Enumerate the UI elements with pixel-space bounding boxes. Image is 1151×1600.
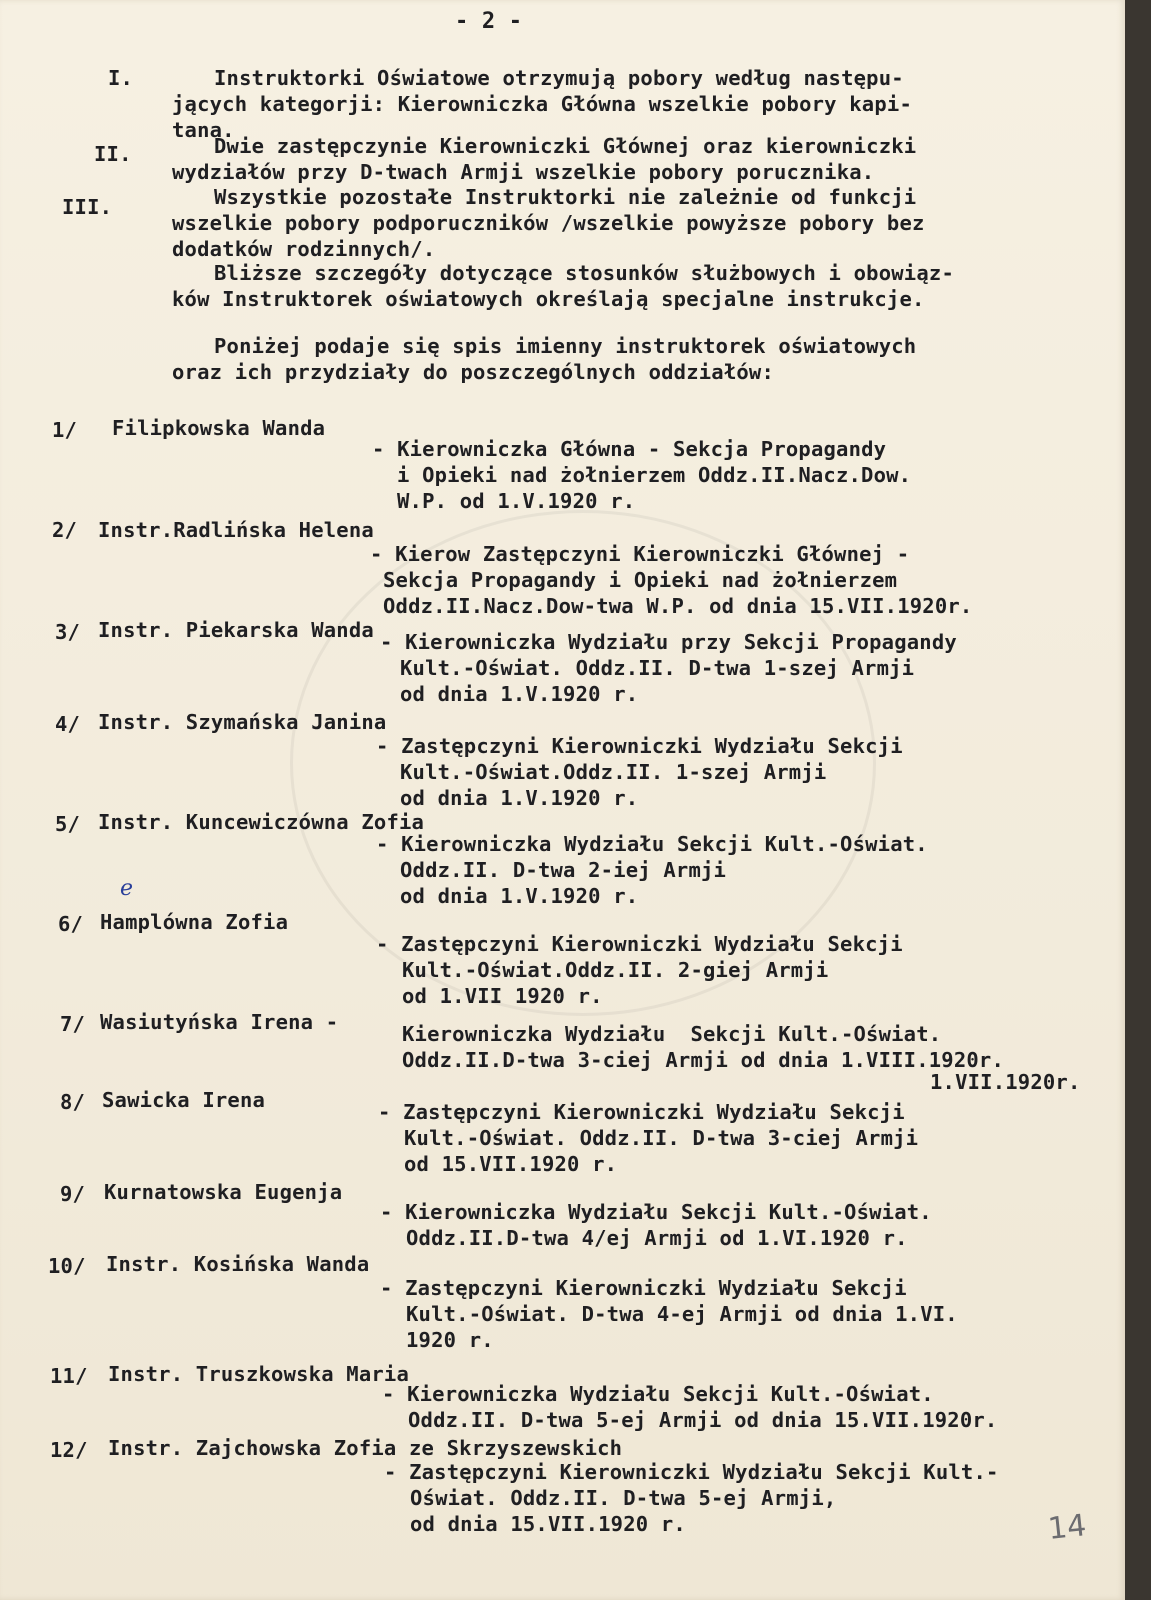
entry-11-line-1: - Kierowniczka Wydziału Sekcji Kult.-Oświat.	[382, 1382, 934, 1406]
entry-6-line-1: - Zastępczyni Kierowniczki Wydziału Sekcji	[376, 932, 903, 956]
entry-2-number: 2/	[52, 518, 78, 542]
intro-line-9: Bliższe szczegóły dotyczące stosunków służbowych i obowiąz-	[214, 261, 954, 285]
entry-8-name: Sawicka Irena	[102, 1088, 266, 1112]
entry-11-number: 11/	[50, 1364, 88, 1388]
intro-marker-2: II.	[94, 142, 132, 166]
intro-line-1: Instruktorki Oświatowe otrzymują pobory według następu-	[214, 66, 904, 90]
entry-5-line-1: - Kierowniczka Wydziału Sekcji Kult.-Oświat.	[376, 832, 928, 856]
entry-10-number: 10/	[48, 1254, 86, 1278]
entry-9-line-2: Oddz.II.D-twa 4/ej Armji od 1.VI.1920 r.	[406, 1226, 908, 1250]
entry-12-line-3: od dnia 15.VII.1920 r.	[410, 1512, 686, 1536]
entry-7-number: 7/	[60, 1012, 86, 1036]
page-number: - 2 -	[455, 9, 523, 34]
scan-edge	[1125, 0, 1151, 1600]
intro-line-11: Poniżej podaje się spis imienny instruktorek oświatowych	[214, 334, 917, 358]
entry-12-line-2: Oświat. Oddz.II. D-twa 5-ej Armji,	[410, 1486, 837, 1510]
intro-line-10: ków Instruktorek oświatowych określają specjalne instrukcje.	[172, 287, 925, 311]
intro-marker-1: I.	[108, 66, 134, 90]
entry-8-line-3: od 15.VII.1920 r.	[404, 1152, 618, 1176]
intro-line-5: wydziałów przy D-twach Armji wszelkie pobory porucznika.	[172, 160, 875, 184]
entry-3-line-1: - Kierowniczka Wydziału przy Sekcji Propagandy	[380, 630, 957, 654]
entry-5-name: Instr. Kuncewiczówna Zofia	[98, 810, 425, 834]
intro-line-12: oraz ich przydziały do poszczególnych oddziałów:	[172, 360, 775, 384]
entry-12-number: 12/	[50, 1438, 88, 1462]
entry-10-line-2: Kult.-Oświat. D-twa 4-ej Armji od dnia 1.VI.	[406, 1302, 958, 1326]
intro-marker-3: III.	[62, 195, 113, 219]
entry-6-line-3: od 1.VII 1920 r.	[402, 984, 603, 1008]
entry-4-line-1: - Zastępczyni Kierowniczki Wydziału Sekcji	[376, 734, 903, 758]
entry-4-number: 4/	[55, 712, 81, 736]
entry-6-name: Hamplówna Zofia	[100, 910, 289, 934]
entry-3-line-3: od dnia 1.V.1920 r.	[400, 682, 639, 706]
intro-line-2: jących kategorji: Kierowniczka Główna wszelkie pobory kapi-	[172, 92, 912, 116]
entry-1-line-1: - Kierowniczka Główna - Sekcja Propagandy	[372, 437, 887, 461]
intro-line-7: wszelkie pobory podporuczników /wszelkie powyższe pobory bez	[172, 211, 925, 235]
intro-line-3: tana.	[172, 118, 235, 142]
entry-4-line-3: od dnia 1.V.1920 r.	[400, 786, 639, 810]
entry-6-number: 6/	[58, 912, 84, 936]
entry-5-line-2: Oddz.II. D-twa 2-iej Armji	[400, 858, 727, 882]
entry-3-line-2: Kult.-Oświat. Oddz.II. D-twa 1-szej Armji	[400, 656, 915, 680]
entry-1-line-2: i Opieki nad żołnierzem Oddz.II.Nacz.Dow.	[397, 463, 912, 487]
handwritten-note: e	[120, 876, 134, 901]
entry-7-line-3: 1.VII.1920r.	[930, 1070, 1081, 1094]
entry-8-number: 8/	[60, 1090, 86, 1114]
entry-3-name: Instr. Piekarska Wanda	[98, 618, 374, 642]
entry-10-name: Instr. Kosińska Wanda	[106, 1252, 370, 1276]
entry-2-line-1: - Kierow Zastępczyni Kierowniczki Głównej -	[370, 542, 910, 566]
entry-11-line-2: Oddz.II. D-twa 5-ej Armji od dnia 15.VII.1920r.	[408, 1408, 998, 1432]
entry-11-name: Instr. Truszkowska Maria	[108, 1362, 410, 1386]
entry-1-number: 1/	[52, 418, 78, 442]
pencil-page-number: 14	[1046, 1508, 1088, 1547]
intro-line-4: Dwie zastępczynie Kierowniczki Głównej oraz kierowniczki	[214, 134, 917, 158]
entry-9-name: Kurnatowska Eugenja	[104, 1180, 343, 1204]
intro-line-8: dodatków rodzinnych/.	[172, 237, 436, 261]
entry-5-number: 5/	[55, 812, 81, 836]
entry-2-line-2: Sekcja Propagandy i Opieki nad żołnierzem	[383, 568, 898, 592]
entry-10-line-1: - Zastępczyni Kierowniczki Wydziału Sekcji	[380, 1276, 907, 1300]
entry-4-name: Instr. Szymańska Janina	[98, 710, 387, 734]
entry-12-name: Instr. Zajchowska Zofia ze Skrzyszewskich	[108, 1436, 623, 1460]
entry-1-line-3: W.P. od 1.V.1920 r.	[397, 489, 636, 513]
entry-4-line-2: Kult.-Oświat.Oddz.II. 1-szej Armji	[400, 760, 827, 784]
entry-2-name: Instr.Radlińska Helena	[98, 518, 374, 542]
entry-8-line-1: - Zastępczyni Kierowniczki Wydziału Sekcji	[378, 1100, 905, 1124]
entry-9-line-1: - Kierowniczka Wydziału Sekcji Kult.-Oświat.	[380, 1200, 932, 1224]
entry-3-number: 3/	[55, 620, 81, 644]
entry-12-line-1: - Zastępczyni Kierowniczki Wydziału Sekcji Kult.-	[384, 1460, 999, 1484]
entry-7-line-2: Oddz.II.D-twa 3-ciej Armji od dnia 1.VIII.1920r.	[402, 1048, 1005, 1072]
entry-8-line-2: Kult.-Oświat. Oddz.II. D-twa 3-ciej Armji	[404, 1126, 919, 1150]
entry-9-number: 9/	[60, 1182, 86, 1206]
entry-2-line-3: Oddz.II.Nacz.Dow-twa W.P. od dnia 15.VII.1920r.	[383, 594, 973, 618]
entry-5-line-3: od dnia 1.V.1920 r.	[400, 884, 639, 908]
intro-line-6: Wszystkie pozostałe Instruktorki nie zależnie od funkcji	[214, 185, 917, 209]
entry-7-name: Wasiutyńska Irena -	[100, 1010, 339, 1034]
entry-6-line-2: Kult.-Oświat.Oddz.II. 2-giej Armji	[402, 958, 829, 982]
entry-7-line-1: Kierowniczka Wydziału Sekcji Kult.-Oświat.	[402, 1022, 942, 1046]
entry-1-name: Filipkowska Wanda	[112, 416, 326, 440]
entry-10-line-3: 1920 r.	[406, 1328, 494, 1352]
